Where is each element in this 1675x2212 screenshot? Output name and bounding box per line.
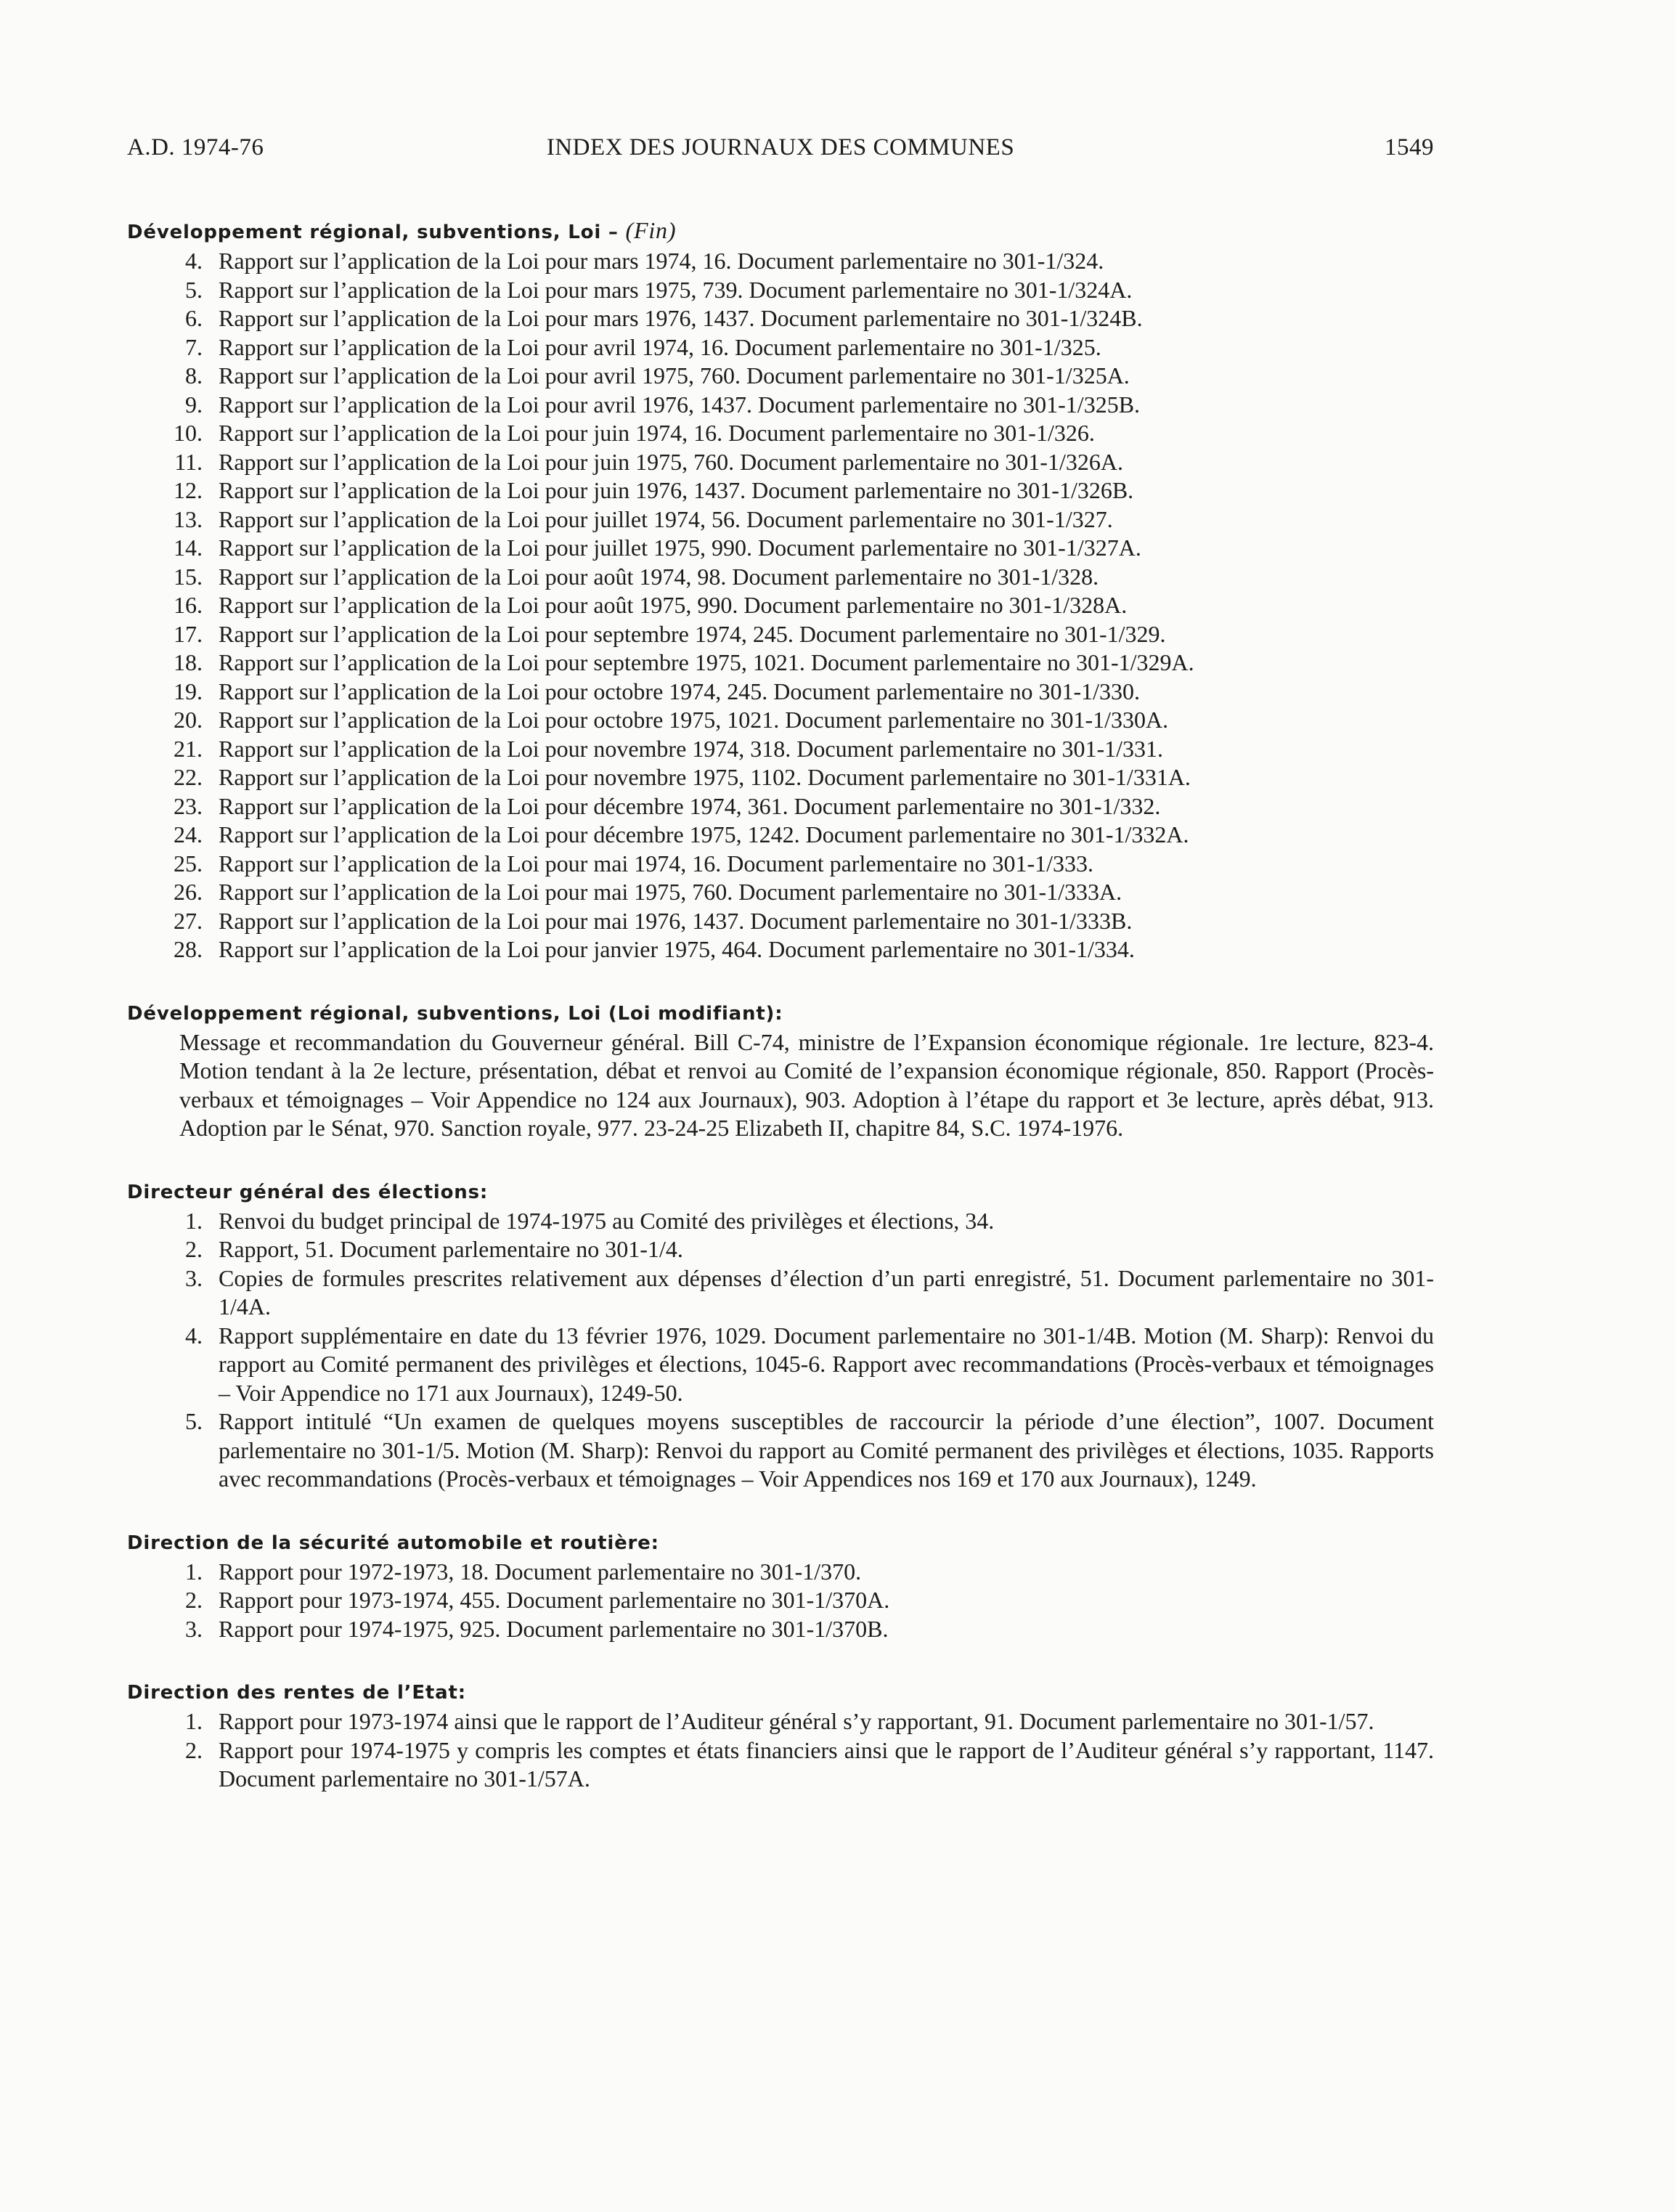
item-text: Rapport sur l’application de la Loi pour octobre 1974, 245. Document parlementaire no 301-1/330. bbox=[219, 678, 1140, 704]
item-text: Rapport sur l’application de la Loi pour septembre 1974, 245. Document parlementaire no 301-1/329. bbox=[219, 620, 1166, 647]
index-content bbox=[127, 216, 1434, 1794]
list-item bbox=[127, 247, 1434, 276]
list-item bbox=[127, 448, 1434, 477]
item-text: Rapport sur l’application de la Loi pour décembre 1974, 361. Document parlementaire no 301-1/332. bbox=[219, 792, 1161, 819]
item-text: Rapport sur l’application de la Loi pour mars 1975, 739. Document parlementaire no 301-1/324A. bbox=[219, 276, 1133, 303]
list-item bbox=[127, 1615, 1434, 1644]
section-heading: Directeur général des élections: bbox=[127, 1181, 489, 1203]
list-item bbox=[127, 1407, 1434, 1494]
list-item bbox=[127, 1558, 1434, 1587]
list-item bbox=[127, 1264, 1434, 1322]
item-text: Rapport sur l’application de la Loi pour avril 1974, 16. Document parlementaire no 301-1/325. bbox=[219, 333, 1101, 360]
item-number: 12. bbox=[174, 477, 203, 503]
item-number: 22. bbox=[174, 764, 203, 790]
item-number: 28. bbox=[174, 936, 203, 962]
item-text: Rapport sur l’application de la Loi pour juillet 1974, 56. Document parlementaire no 301-1/327. bbox=[219, 505, 1113, 532]
item-number: 2. bbox=[185, 1587, 203, 1613]
item-text: Rapport sur l’application de la Loi pour mai 1976, 1437. Document parlementaire no 301-1/333B. bbox=[219, 907, 1133, 934]
list-item bbox=[127, 1235, 1434, 1264]
item-number: 1. bbox=[185, 1708, 203, 1734]
item-text: Rapport intitulé “Un examen de quelques moyens susceptibles de raccourcir la période d’une élection”, 1007. Document parlementaire no 301-1/5. Motion (M. Sharp): Renvoi du rapport au Comité permanent des privilèges et élections, 1035. Rapports avec recommandations (Procès-verbaux et témoignages – Voir Appendices nos 169 et 170 aux Journaux), 1249. bbox=[219, 1408, 1434, 1492]
item-text: Rapport sur l’application de la Loi pour mai 1975, 760. Document parlementaire no 301-1/333A. bbox=[219, 879, 1122, 905]
list-item bbox=[127, 333, 1434, 362]
item-text: Rapport sur l’application de la Loi pour décembre 1975, 1242. Document parlementaire no 301-1/332A. bbox=[219, 821, 1189, 847]
item-text: Rapport pour 1973-1974, 455. Document parlementaire no 301-1/370A. bbox=[219, 1587, 890, 1613]
item-number: 26. bbox=[174, 879, 203, 905]
list-item bbox=[127, 706, 1434, 735]
page-number: 1549 bbox=[1385, 134, 1434, 160]
list-item bbox=[127, 1707, 1434, 1736]
entry-paragraph: Message et recommandation du Gouverneur général. Bill C-74, ministre de l’Expansion économique régionale. 1re lecture, 823-4. Motion tendant à la 2e lecture, présentation, débat et renvoi au Comité de l’expansion économique régionale, 850. Rapport (Procès-verbaux et témoignages – Voir Appendice no 124 aux Journaux), 903. Adoption à l’étape du rapport et 3e lecture, après débat, 913. Adoption par le Sénat, 970. Sanction royale, 977. 23-24-25 Elizabeth II, chapitre 84, S.C. 1974-1976. bbox=[179, 1028, 1434, 1141]
item-number: 8. bbox=[185, 362, 203, 389]
section-heading: Direction des rentes de l’Etat: bbox=[127, 1682, 466, 1704]
list-item bbox=[127, 935, 1434, 964]
item-number: 16. bbox=[174, 592, 203, 618]
heading-continuation: (Fin) bbox=[625, 217, 677, 243]
list-item bbox=[127, 276, 1434, 305]
item-number: 4. bbox=[185, 1322, 203, 1349]
item-text: Rapport sur l’application de la Loi pour août 1974, 98. Document parlementaire no 301-1/328. bbox=[219, 563, 1099, 590]
item-number: 1. bbox=[185, 1207, 203, 1234]
section-developpement-regional-fin bbox=[127, 216, 1434, 964]
item-text: Rapport sur l’application de la Loi pour octobre 1975, 1021. Document parlementaire no 301-1/330A. bbox=[219, 707, 1169, 733]
item-text: Copies de formules prescrites relativement aux dépenses d’élection d’un parti enregistré, 51. Document parlementaire no 301-1/4A. bbox=[219, 1264, 1434, 1320]
section-rentes-etat bbox=[127, 1678, 1434, 1794]
header-title: INDEX DES JOURNAUX DES COMMUNES bbox=[546, 134, 1015, 160]
item-number: 2. bbox=[185, 1736, 203, 1763]
item-number: 5. bbox=[185, 1408, 203, 1434]
item-number: 15. bbox=[174, 563, 203, 590]
list-item bbox=[127, 907, 1434, 936]
item-number: 7. bbox=[185, 333, 203, 360]
item-number: 27. bbox=[174, 907, 203, 934]
entry-list bbox=[127, 1707, 1434, 1794]
item-text: Rapport sur l’application de la Loi pour juin 1975, 760. Document parlementaire no 301-1/326A. bbox=[219, 448, 1123, 475]
item-number: 17. bbox=[174, 620, 203, 647]
page bbox=[127, 134, 1434, 1829]
list-item bbox=[127, 476, 1434, 505]
list-item bbox=[127, 534, 1434, 563]
list-item bbox=[127, 1207, 1434, 1236]
list-item bbox=[127, 735, 1434, 764]
list-item bbox=[127, 505, 1434, 534]
item-number: 9. bbox=[185, 391, 203, 418]
header-date: A.D. 1974-76 bbox=[127, 134, 264, 160]
item-text: Rapport pour 1974-1975, 925. Document parlementaire no 301-1/370B. bbox=[219, 1615, 889, 1642]
list-item bbox=[127, 648, 1434, 678]
item-number: 13. bbox=[174, 505, 203, 532]
section-directeur-general-elections bbox=[127, 1178, 1434, 1494]
item-text: Rapport sur l’application de la Loi pour novembre 1974, 318. Document parlementaire no 301-1/331. bbox=[219, 735, 1163, 762]
item-number: 23. bbox=[174, 792, 203, 819]
item-number: 2. bbox=[185, 1236, 203, 1262]
item-text: Rapport pour 1972-1973, 18. Document parlementaire no 301-1/370. bbox=[219, 1558, 862, 1585]
list-item bbox=[127, 391, 1434, 420]
item-text: Rapport sur l’application de la Loi pour avril 1975, 760. Document parlementaire no 301-1/325A. bbox=[219, 362, 1130, 389]
list-item bbox=[127, 878, 1434, 907]
list-item bbox=[127, 678, 1434, 707]
item-text: Rapport sur l’application de la Loi pour mai 1974, 16. Document parlementaire no 301-1/333. bbox=[219, 850, 1094, 877]
item-number: 4. bbox=[185, 248, 203, 274]
item-text: Rapport, 51. Document parlementaire no 301-1/4. bbox=[219, 1236, 683, 1262]
item-number: 20. bbox=[174, 707, 203, 733]
list-item bbox=[127, 821, 1434, 850]
item-number: 3. bbox=[185, 1264, 203, 1291]
running-head bbox=[127, 134, 1434, 171]
section-securite-automobile bbox=[127, 1529, 1434, 1644]
list-item bbox=[127, 591, 1434, 620]
item-text: Rapport sur l’application de la Loi pour avril 1976, 1437. Document parlementaire no 301-1/325B. bbox=[219, 391, 1141, 418]
item-text: Rapport sur l’application de la Loi pour mars 1976, 1437. Document parlementaire no 301-1/324B. bbox=[219, 305, 1143, 331]
item-number: 3. bbox=[185, 1615, 203, 1642]
item-number: 10. bbox=[174, 420, 203, 446]
list-item bbox=[127, 1586, 1434, 1615]
item-number: 21. bbox=[174, 735, 203, 762]
entry-list bbox=[127, 1558, 1434, 1644]
item-text: Rapport sur l’application de la Loi pour mars 1974, 16. Document parlementaire no 301-1/324. bbox=[219, 248, 1104, 274]
item-text: Rapport sur l’application de la Loi pour juin 1976, 1437. Document parlementaire no 301-1/326B. bbox=[219, 477, 1134, 503]
item-text: Rapport pour 1973-1974 ainsi que le rapport de l’Auditeur général s’y rapportant, 91. Document parlementaire no 301-1/57. bbox=[219, 1708, 1374, 1734]
item-number: 24. bbox=[174, 821, 203, 847]
entry-list bbox=[127, 1207, 1434, 1494]
section-developpement-regional-modifiant bbox=[127, 999, 1434, 1143]
item-number: 5. bbox=[185, 276, 203, 303]
section-heading: Développement régional, subventions, Loi – (Fin) bbox=[127, 217, 677, 243]
item-number: 6. bbox=[185, 305, 203, 331]
list-item bbox=[127, 620, 1434, 649]
item-text: Rapport supplémentaire en date du 13 février 1976, 1029. Document parlementaire no 301-1/4B. Motion (M. Sharp): Renvoi du rapport au Comité permanent des privilèges et élections, 1045-6. Rapport avec recommandations (Procès-verbaux et témoignages – Voir Appendice no 171 aux Journaux), 1249-50. bbox=[219, 1322, 1434, 1406]
list-item bbox=[127, 792, 1434, 821]
list-item bbox=[127, 304, 1434, 333]
item-number: 1. bbox=[185, 1558, 203, 1585]
item-text: Rapport sur l’application de la Loi pour août 1975, 990. Document parlementaire no 301-1/328A. bbox=[219, 592, 1128, 618]
list-item bbox=[127, 419, 1434, 448]
item-text: Rapport sur l’application de la Loi pour janvier 1975, 464. Document parlementaire no 301-1/334. bbox=[219, 936, 1135, 962]
item-text: Rapport sur l’application de la Loi pour novembre 1975, 1102. Document parlementaire no 301-1/331A. bbox=[219, 764, 1191, 790]
list-item bbox=[127, 1322, 1434, 1408]
item-number: 18. bbox=[174, 649, 203, 675]
item-text: Rapport sur l’application de la Loi pour juillet 1975, 990. Document parlementaire no 301-1/327A. bbox=[219, 534, 1141, 561]
item-number: 11. bbox=[174, 448, 203, 475]
item-text: Rapport sur l’application de la Loi pour juin 1974, 16. Document parlementaire no 301-1/326. bbox=[219, 420, 1095, 446]
item-text: Renvoi du budget principal de 1974-1975 au Comité des privilèges et élections, 34. bbox=[219, 1207, 995, 1234]
list-item bbox=[127, 362, 1434, 391]
item-number: 14. bbox=[174, 534, 203, 561]
list-item bbox=[127, 763, 1434, 792]
item-number: 19. bbox=[174, 678, 203, 704]
item-number: 25. bbox=[174, 850, 203, 877]
item-text: Rapport pour 1974-1975 y compris les comptes et états financiers ainsi que le rapport de l’Auditeur général s’y rapportant, 1147. Document parlementaire no 301-1/57A. bbox=[219, 1736, 1434, 1792]
list-item bbox=[127, 563, 1434, 592]
section-heading: Développement régional, subventions, Loi (Loi modifiant): bbox=[127, 1002, 783, 1025]
section-heading: Direction de la sécurité automobile et routière: bbox=[127, 1532, 659, 1554]
entry-list bbox=[127, 247, 1434, 964]
item-text: Rapport sur l’application de la Loi pour septembre 1975, 1021. Document parlementaire no 301-1/329A. bbox=[219, 649, 1194, 675]
list-item bbox=[127, 1736, 1434, 1794]
list-item bbox=[127, 850, 1434, 879]
